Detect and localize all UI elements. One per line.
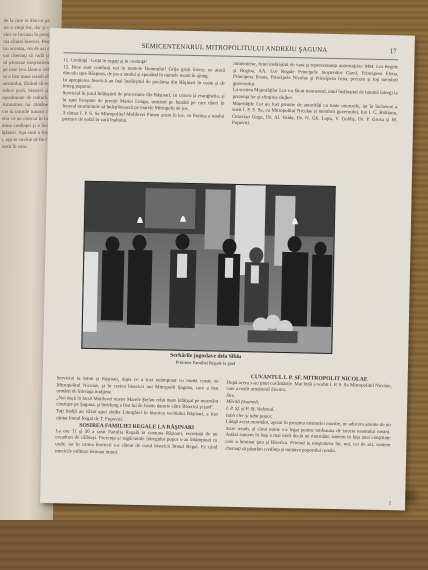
photo-illustration [82, 182, 334, 353]
address-line: Mărită Doamnă, [226, 400, 260, 406]
column-top-right [231, 62, 398, 183]
table-edge [0, 520, 428, 570]
address-line: I. P. Sf. şi P. Sf. Vedemul, [226, 406, 275, 413]
paragraph: Lângă acest mormânt, aşezat în preajma memoriei noastre, ne aducem aminte de un mare ierarh, al cărui nume s-a legat pentru totdeauna de istoria neamului nostru. Astăzi suntem în faţa a mai mult decât un mormânt, suntem în faţa unei conştiinţe care a luminat ţara şi Biserica. Privind la moştenirea lui, noi, cei de azi, suntem chemaţi să păstrăm credinţa şi unitatea poporului român. [225, 419, 391, 454]
left-page-text: de la care ei dintr-o parte a vieţii lor, dar şi celor ce locuiau în preajma sfintei biserici. Pentru aceasta, cei de azi sunt chemaţi să vadă şi să păstreze moştenirea pe care le-a lăsat-o cel ce a fost mare ierarh al neamului, făcând să se ridice şcoli, biserici şi aşezăminte de cultură. Amintirea lui rămâne vie în inimile tuturor celor ce au crescut în lumina credinţei şi a învăţăturii. Aşa cum a fost, aşa se cuvine să fie cinstit în veac. [1, 19, 50, 150]
running-title: SEMICENTENARUL MITROPOLITULUI ANDREIU ŞAGUNA [141, 42, 328, 54]
column-bottom-right [224, 374, 392, 502]
paragraph: Toţi înalţii au văzut apoi slujba Liturghiei în biserica vechiului Răşinari, a fost cântat Imnul Regal de T. Popovici. [55, 409, 218, 423]
page-header [63, 40, 398, 60]
caption-title: Serbările jugoslave dela Sibiu [170, 352, 242, 361]
paragraph: Serviciul la Sibiu şi Răşinari, după ce a fost întâmpinat cu multă cinste de Mitropolitul Nicolae, şi în curtea bisericii noi Mitropolit Şaguna, care a fost urmărit de întreaga mulţime. [56, 376, 219, 396]
magazine-page [40, 28, 415, 511]
footer-number: 2 [388, 501, 392, 507]
page-number: 17 [389, 47, 397, 56]
section-heading: CUVÂNTUL I. P. SF. MITROPOLIT NICOLAE [250, 374, 368, 383]
paragraph: Majestăţile Lor au fost primite de autorităţi cu toate onorurile, iar în încheiere a sosit I. P. S. Sa, cu Mitropolitul Nicolae şi membrii guvernului, Ion I. C. Brătianu, Octavian Goga, Dr. Al. Vaida, Dr. N. Gh. Lupu, V. Goldiş, Dr. P. Groza şi M. Popovici. [231, 101, 398, 127]
section-heading: SOSIREA FAMILIEI REGALE LA RĂŞINARI [79, 422, 195, 432]
paragraph: 12. Bine sunt condusă voi în numele Domnului! Grija grijii lovesc ne atacă dincolo spre Răspuns, de jos a unului şi spunând în numele neam în ajung. [62, 64, 226, 80]
paragraph: La sosirea Majestăţilor Lor s-a făcut momentul, unul însfârşitul de lumină întregi la prezenţa lor şi sfinţirea slujbei. [232, 88, 398, 102]
photo-caption [81, 351, 330, 368]
paragraph: După aceea s-au ţinut cuvântările. Mai întâi a vorbit I. P. S. Sa Mitropolitul Nicolae, care a rostit următorul discurs: [226, 380, 392, 394]
caption-subtitle: Primirea Familiei Regale la gară [175, 359, 236, 366]
quote-paragraph: „Noi dacă în locul Moldovei nostre Marele Ştefan celui mare înfăţişat pe mormânt cinsteşte pe Şaguna, şi îndelung a fost lui de frunte datorie către Biserică şi ţară". [56, 395, 219, 411]
paragraph: La ora 11 şi 30 a sosit Familia Regală în comuna Răşinari, escortată de un escadron de călăraşi. Prezenţa şi rugăciunile întregului popor s-au întâmpinat cu urale, iar în curtea bisericii s-a cântat de corul bisericii Imnul Regal. Pe când muzicile militare intonau imnul. [55, 428, 218, 456]
paragraph: mintentelor, fiind însfârşitul de vară şi reprezentanţii autorităţilor: MM. Lor Regele şi Regina, AA. Lor Regale Principele moştenitor Carol, Principesa Elena, Principesa Ileana, Principele Nicolae şi Principesa Irina, precum şi toţi membrii guvernului. [232, 61, 399, 88]
paragraph: A rămas I. P. S. Sa Mitropolitul Moldovei Pimen acum în loc, cu fruntea a noului pietrare de nobil în vară înaltului. [62, 111, 225, 124]
paragraph: Serviciul în jurul înfăţişării de procesiune din Răşinari, cu crucea şi evanghelia, şi în sunt începute de preoţii Mariei Lungu, urmând pe bunătă pe care tăieri în funeral mormintele să îndeplinească pe marele Mitropolit de jos. [62, 91, 225, 113]
column-top-left [61, 58, 225, 179]
address-line: Sire, [226, 393, 236, 399]
address-line: Iubit cler şi iubit popor, [225, 413, 273, 420]
paragraph: 11. Credinţă : Grijă în rugaţi şi în credinţă! [63, 58, 147, 66]
historic-photograph [81, 181, 335, 354]
column-bottom-left [54, 376, 218, 497]
paragraph: In apropierea biserică au înal însfârşitul de pocăinţa din Răşinari în ceata şi de întreg poporul. [62, 78, 225, 91]
